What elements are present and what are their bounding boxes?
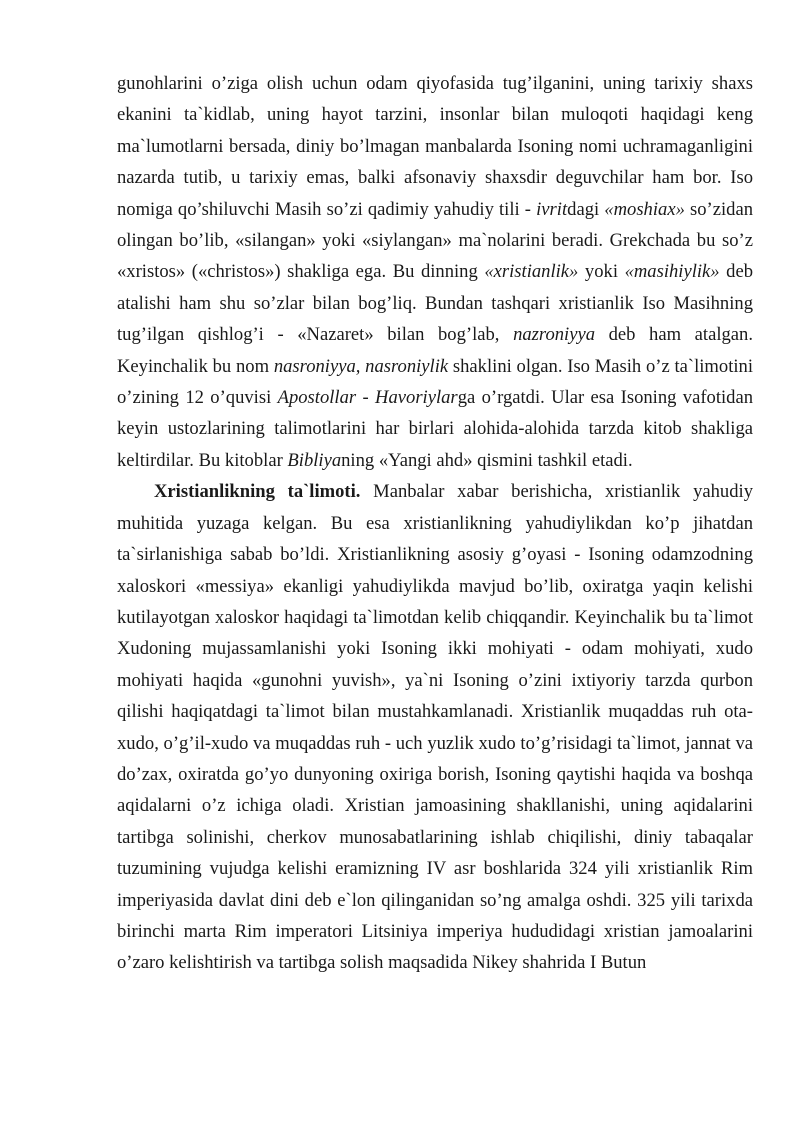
text-run: ga o’rgatdi. Ular esa Isoning vafotidan keyin ustozlarining talimotlarini har birlari alohida-alohida tarzda kitob shakliga keltirdilar. Bu kitoblar bbox=[117, 387, 754, 471]
term-nazroniyya: nazroniyya bbox=[513, 324, 596, 346]
text-run: Manbalar xabar berishicha, xristianlik yahudiy muhitida yuzaga kelgan. Bu esa xristianlikning yahudiylikdan ko’p jihatdan ta`sirlanishiga sabab bo’ldi. Xristianlikning asosiy g’oyasi - Isoning odamzodning xaloskori «messiya» ekanligi yahudiylikda mavjud bo’lib, oxiratga yaqin kelishi kutilayotgan xaloskor haqidagi ta`limotdan kelib chiqqandir. Keyinchalik bu ta`limot Xudoning mujassamlanishi yoki Isoning ikki mohiyati - odam mohiyati, xudo mohiyati haqida «gunohni yuvish», ya`ni Isoning o’zini ixtiyoriy tarzda qurbon qilishi haqiqatdagi ta`limot bilan mustahkamlanadi. Xristianlik muqaddas ruh ota-xudo, o’g’il-xudo va muqaddas ruh - uch yuzlik xudo to’g’risidagi ta`limot, jannat va do’zax, oxiratda go’yo dunyoning oxiriga borish, Isoning qaytishi haqida va boshqa aqidalarni o’z ichiga oladi. Xristian jamoasining shakllanishi, uning aqidalarini tartibga solinishi, cherkov munosabatlarining ishlab chiqilishi, diniy tabaqalar tuzumining vujudga kelishi eramizning IV asr boshlarida 324 yili xristianlik Rim imperiyasida davlat dini deb e`lon qilinganidan so’ng amalga oshdi. 325 yili tarixda birinchi marta Rim imperatori Litsiniya imperiya hududidagi xristian jamoalarini o’zaro kelishtirish va tartibga solish maqsadida Nikey shahrida I Butun bbox=[117, 481, 753, 974]
term-masihiylik: «masihiylik» bbox=[624, 261, 720, 283]
text-run: so’zidan olingan bo’lib, «silangan» yoki «siylangan» ma`nolarini beradi. Grekchada bu so’z «xristos» («christos») shakliga ega. Bu dinning bbox=[117, 198, 754, 283]
text-run: gunohlarini o’ziga olish uchun odam qiyofasida tug’ilganini, uning tarixiy shaxs ekanini ta`kidlab, uning hayot tarzini, insonlar bilan muloqoti haqidagi keng ma`lumotlarni bersada, diniy bo’lmagan manbalarda Isoning nomi uchramaganligini nazarda tutib, u tarixiy emas, balki afsonaviy shaxsdir deguvchilar ham bor. Iso nomiga qo’shiluvchi Masih so’zi qadimiy yahudiy tili - bbox=[117, 73, 753, 220]
text-run: deb ham atalgan. Keyinchalik bu nom bbox=[117, 324, 754, 377]
paragraph-teachings bbox=[117, 476, 753, 979]
term-ivrit: ivrit bbox=[536, 198, 568, 220]
text-run: dagi bbox=[567, 198, 605, 220]
paragraph-origin-of-name bbox=[117, 68, 753, 476]
text-run: yoki bbox=[578, 261, 625, 283]
term-nasroniyya: nasroniyya, nasroniylik bbox=[273, 355, 449, 377]
term-bibliya: Bibliya bbox=[287, 449, 342, 471]
text-run: deb atalishi ham shu so’zlar bilan bog’liq. Bundan tashqari xristianlik Iso Masihning tug’ilgan qishlog’i - «Nazaret» bilan bog’lab, bbox=[117, 261, 754, 346]
term-apostollar: Apostollar - Havoriylar bbox=[277, 387, 458, 409]
term-xristianlik: «xristianlik» bbox=[484, 261, 579, 283]
term-moshiax: «moshiax» bbox=[604, 198, 685, 220]
text-run: shaklini olgan. Iso Masih o’z ta`limotini o’zining 12 o’quvisi bbox=[117, 355, 753, 409]
section-heading: Xristianlikning ta`limoti. bbox=[154, 481, 361, 503]
text-run: ning «Yangi ahd» qismini tashkil etadi. bbox=[341, 449, 633, 471]
document-body bbox=[117, 68, 753, 979]
